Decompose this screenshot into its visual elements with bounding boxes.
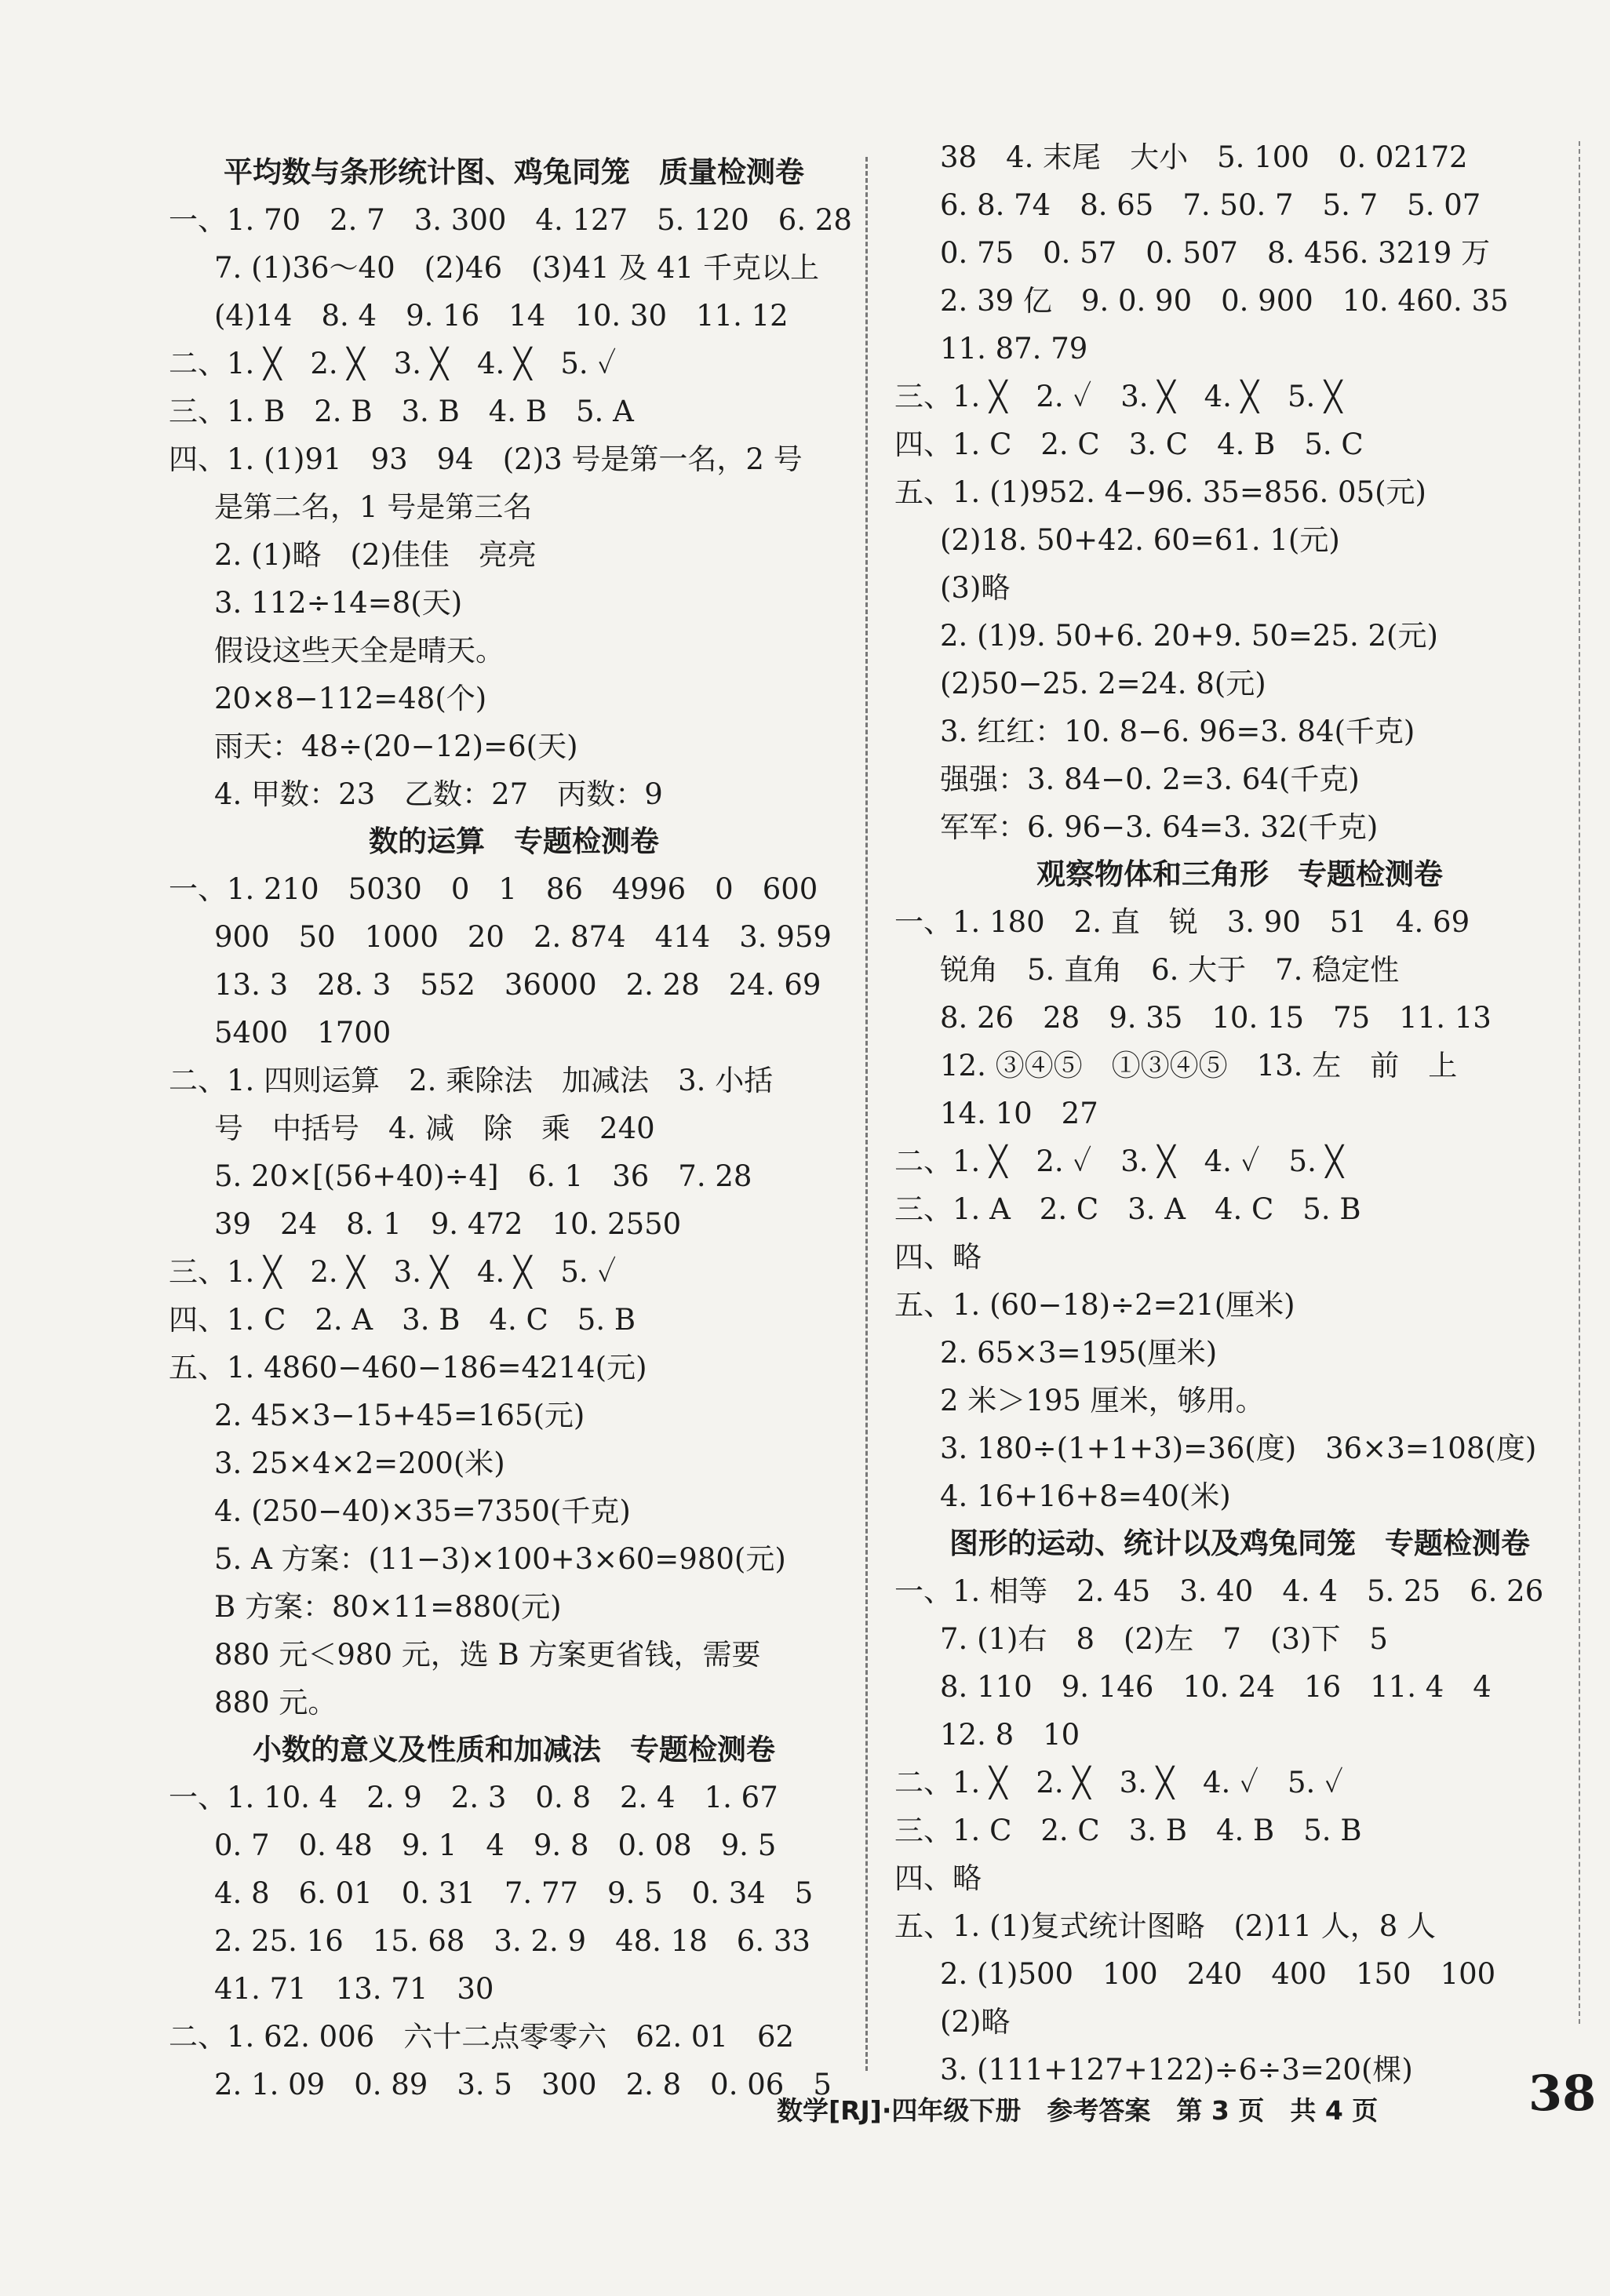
- answer-line: 三、1. ╳ 2. ╳ 3. ╳ 4. ╳ 5. ✓: [169, 1255, 617, 1289]
- answer-line: 880 元。: [214, 1686, 337, 1719]
- answer-line: 41. 71 13. 71 30: [214, 1972, 494, 2006]
- answer-line: 4. 8 6. 01 0. 31 7. 77 9. 5 0. 34 5: [214, 1876, 814, 1910]
- answer-line: 12. ③④⑤ ①③④⑤ 13. 左 前 上: [940, 1049, 1458, 1083]
- answer-line: 四、1. (1)91 93 94 (2)3 号是第一名，2 号: [169, 442, 803, 476]
- section-title: 图形的运动、统计以及鸡兔同笼 专题检测卷: [949, 1526, 1530, 1560]
- answer-line: 假设这些天全是晴天。: [214, 634, 504, 668]
- answer-line: 三、1. ╳ 2. ✓ 3. ╳ 4. ╳ 5. ╳: [894, 380, 1342, 413]
- answer-line: 四、1. C 2. C 3. C 4. B 5. C: [894, 428, 1364, 461]
- answer-line: 五、1. (1)952. 4−96. 35=856. 05(元): [894, 475, 1426, 509]
- answer-line: 5400 1700: [214, 1016, 392, 1050]
- answer-line: 强强：3. 84−0. 2=3. 64(千克): [940, 762, 1360, 796]
- section-title: 数的运算 专题检测卷: [369, 824, 659, 858]
- column-divider: [865, 157, 868, 2071]
- answer-line: 三、1. C 2. C 3. B 4. B 5. B: [894, 1814, 1362, 1847]
- answer-line: 2. (1)9. 50+6. 20+9. 50=25. 2(元): [940, 619, 1438, 653]
- answer-line: 雨天：48÷(20−12)=6(天): [214, 730, 578, 763]
- answer-line: 号 中括号 4. 减 除 乘 240: [214, 1112, 655, 1145]
- right-column: [894, 133, 1585, 2094]
- answer-line: 四、1. C 2. A 3. B 4. C 5. B: [169, 1303, 636, 1337]
- answer-line: 二、1. ╳ 2. ✓ 3. ╳ 4. ✓ 5. ╳: [894, 1144, 1343, 1178]
- answer-line: 四、略: [894, 1861, 982, 1895]
- answer-line: 7. (1)36～40 (2)46 (3)41 及 41 千克以上: [214, 251, 819, 285]
- section-title: 小数的意义及性质和加减法 专题检测卷: [253, 1733, 775, 1767]
- answer-line: 12. 8 10: [940, 1718, 1080, 1752]
- answer-line: 三、1. B 2. B 3. B 4. B 5. A: [169, 395, 634, 428]
- answer-line: 11. 87. 79: [940, 332, 1088, 366]
- answer-line: 38 4. 末尾 大小 5. 100 0. 02172: [940, 140, 1468, 174]
- page-footer: 数学[RJ]·四年级下册 参考答案 第 3 页 共 4 页: [777, 2095, 1379, 2126]
- answer-line: 2. (1)略 (2)佳佳 亮亮: [214, 538, 537, 572]
- answer-line: 900 50 1000 20 2. 874 414 3. 959: [214, 920, 832, 954]
- answer-line: 一、1. 180 2. 直 锐 3. 90 51 4. 69: [894, 905, 1470, 939]
- edge-divider: [1579, 141, 1580, 2024]
- answer-line: 一、1. 210 5030 0 1 86 4996 0 600: [169, 872, 818, 906]
- answer-line: 一、1. 10. 4 2. 9 2. 3 0. 8 2. 4 1. 67: [169, 1781, 778, 1814]
- answer-line: 13. 3 28. 3 552 36000 2. 28 24. 69: [214, 968, 821, 1002]
- answer-line: 2. 1. 09 0. 89 3. 5 300 2. 8 0. 06 5: [214, 2068, 832, 2101]
- answer-line: 880 元＜980 元，选 B 方案更省钱，需要: [214, 1638, 761, 1672]
- answer-line: 二、1. ╳ 2. ╳ 3. ╳ 4. ✓ 5. ✓: [894, 1766, 1343, 1799]
- answer-line: 4. 16+16+8=40(米): [940, 1479, 1231, 1513]
- answer-line: 二、1. 四则运算 2. 乘除法 加减法 3. 小括: [169, 1064, 774, 1097]
- answer-line: 8. 110 9. 146 10. 24 16 11. 4 4: [940, 1670, 1492, 1704]
- answer-line: 军军：6. 96−3. 64=3. 32(千克): [940, 810, 1379, 844]
- answer-line: 3. 红红：10. 8−6. 96=3. 84(千克): [940, 715, 1415, 748]
- answer-line: 6. 8. 74 8. 65 7. 50. 7 5. 7 5. 07: [940, 188, 1481, 222]
- answer-line: 三、1. A 2. C 3. A 4. C 5. B: [894, 1192, 1361, 1226]
- answer-line: 五、1. (60−18)÷2=21(厘米): [894, 1288, 1295, 1322]
- left-column: [169, 149, 859, 2109]
- answer-line: 0. 75 0. 57 0. 507 8. 456. 3219 万: [940, 236, 1491, 270]
- answer-line: 8. 26 28 9. 35 10. 15 75 11. 13: [940, 1001, 1492, 1035]
- answer-line: 14. 10 27: [940, 1097, 1098, 1130]
- section-title: 观察物体和三角形 专题检测卷: [1036, 857, 1443, 891]
- answer-line: 3. (111+127+122)÷6÷3=20(棵): [940, 2053, 1413, 2087]
- answer-line: 3. 25×4×2=200(米): [214, 1446, 505, 1480]
- answer-line: 2. 39 亿 9. 0. 90 0. 900 10. 460. 35: [940, 284, 1509, 318]
- answer-line: 20×8−112=48(个): [214, 682, 487, 715]
- answer-line: 5. 20×[(56+40)÷4] 6. 1 36 7. 28: [214, 1159, 752, 1193]
- answer-line: 四、略: [894, 1240, 982, 1274]
- answer-line: 2. 25. 16 15. 68 3. 2. 9 48. 18 6. 33: [214, 1924, 810, 1958]
- answer-line: 7. (1)右 8 (2)左 7 (3)下 5: [940, 1622, 1388, 1656]
- answer-line: 2. 65×3=195(厘米): [940, 1336, 1218, 1370]
- answer-line: 2 米＞195 厘米，够用。: [940, 1384, 1265, 1417]
- answer-line: (2)略: [940, 2005, 1011, 2039]
- answer-line: 0. 7 0. 48 9. 1 4 9. 8 0. 08 9. 5: [214, 1828, 777, 1862]
- answer-line: 2. (1)500 100 240 400 150 100: [940, 1957, 1496, 1991]
- section-title: 平均数与条形统计图、鸡兔同笼 质量检测卷: [224, 155, 804, 189]
- answer-line: (2)50−25. 2=24. 8(元): [940, 667, 1266, 700]
- answer-line: (4)14 8. 4 9. 16 14 10. 30 11. 12: [214, 299, 789, 333]
- answer-line: B 方案：80×11=880(元): [214, 1590, 562, 1624]
- answer-line: 是第二名，1 号是第三名: [214, 490, 533, 524]
- answer-line: 一、1. 相等 2. 45 3. 40 4. 4 5. 25 6. 26: [894, 1574, 1544, 1608]
- page-number: 38: [1528, 2065, 1597, 2122]
- answer-line: 3. 112÷14=8(天): [214, 586, 463, 620]
- answer-line: 4. 甲数：23 乙数：27 丙数：9: [214, 777, 663, 811]
- answer-line: 二、1. ╳ 2. ╳ 3. ╳ 4. ╳ 5. ✓: [169, 347, 617, 380]
- answer-line: (2)18. 50+42. 60=61. 1(元): [940, 523, 1340, 557]
- answer-line: 2. 45×3−15+45=165(元): [214, 1399, 585, 1432]
- answer-line: 五、1. (1)复式统计图略 (2)11 人，8 人: [894, 1909, 1437, 1943]
- answer-line: (3)略: [940, 571, 1011, 605]
- answer-line: 二、1. 62. 006 六十二点零零六 62. 01 62: [169, 2020, 795, 2054]
- answer-line: 一、1. 70 2. 7 3. 300 4. 127 5. 120 6. 28: [169, 203, 852, 237]
- answer-line: 4. (250−40)×35=7350(千克): [214, 1494, 631, 1528]
- answer-line: 3. 180÷(1+1+3)=36(度) 36×3=108(度): [940, 1432, 1537, 1465]
- answer-line: 锐角 5. 直角 6. 大于 7. 稳定性: [940, 953, 1400, 987]
- answer-line: 五、1. 4860−460−186=4214(元): [169, 1351, 647, 1385]
- answer-line: 5. A 方案：(11−3)×100+3×60=980(元): [214, 1542, 786, 1576]
- answer-line: 39 24 8. 1 9. 472 10. 2550: [214, 1207, 682, 1241]
